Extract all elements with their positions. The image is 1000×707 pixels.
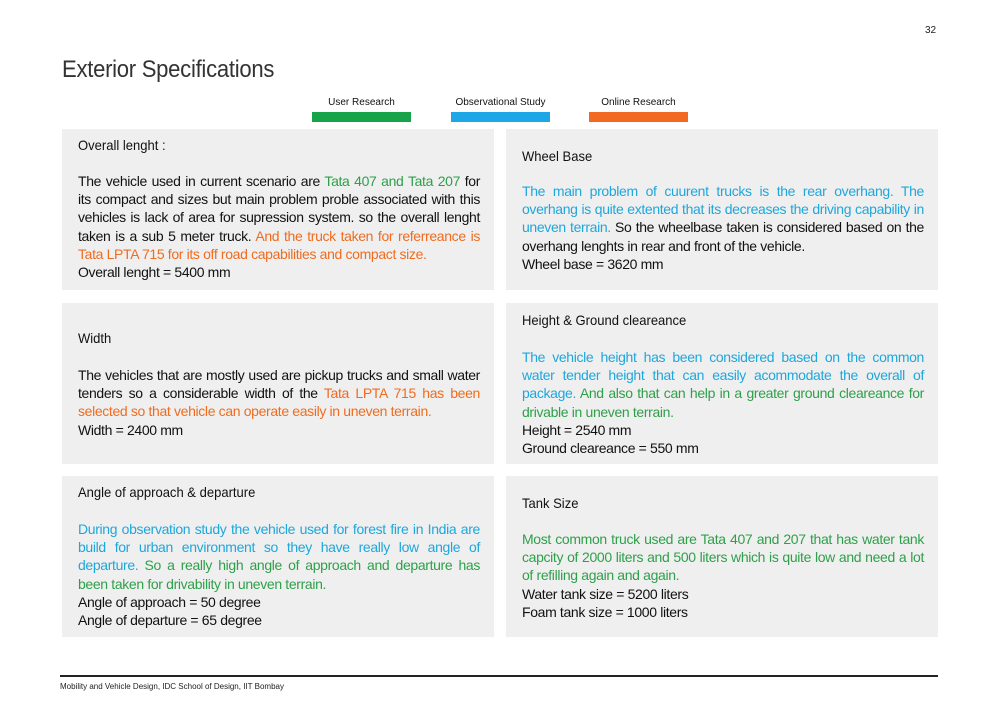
card-overall-length: [62, 129, 494, 290]
text-run-observational-study: The vehicle height has been considered based on the common water tender height that can easily acommodate the overall of package.: [522, 349, 924, 402]
spec-line: Ground cleareance = 550 mm: [522, 440, 699, 457]
legend-label: Online Research: [601, 97, 676, 108]
text-run-online-research: Tata LPTA 715 has been selected so that vehicle can operate easily in uneven terrain.: [78, 385, 480, 420]
text-run-user-research: And also that can help in a greater ground cleareance for drivable in uneven terrain.: [522, 385, 924, 420]
card-title: Tank Size: [522, 495, 579, 511]
text-run: So the wheelbase taken is considered based on the overhang lenghts in rear and front of the vehicle.: [522, 219, 924, 254]
spec-line: Overall lenght = 5400 mm: [78, 264, 231, 281]
legend-swatch-green: [312, 112, 411, 122]
card-wheel-base: [506, 129, 938, 290]
text-run-user-research: Tata 407 and Tata 207: [324, 173, 461, 189]
text-run-observational-study: During observation study the vehicle used for forest fire in India are build for urban environment so they have really low angle of departure.: [78, 521, 480, 574]
card-title: Angle of approach & departure: [78, 484, 256, 500]
text-run-user-research: Most common truck used are Tata 407 and 207 that has water tank capcity of 2000 liters and 500 liters which is quite low and need a lot of refilling again and again.: [522, 531, 924, 584]
text-run-observational-study: The main problem of cuurent trucks is the rear overhang. The overhang is quite extented that its decreases the driving capability in uneven terrain.: [522, 183, 924, 236]
spec-line: Foam tank size = 1000 liters: [522, 603, 688, 620]
text-run: The vehicle used in current scenario are: [78, 173, 325, 189]
legend-swatch-orange: [589, 112, 688, 122]
card-title: Width: [78, 330, 112, 346]
card-title: Height & Ground cleareance: [522, 312, 687, 328]
legend-user-research: [312, 96, 411, 122]
text-run: for its compact and sizes but main problem proble associated with this vehicles is lack of area for supression system. so the overall lenght taken is a sub 5 meter truck.: [78, 173, 481, 244]
spec-line: Height = 2540 mm: [522, 421, 632, 438]
card-body: [78, 366, 480, 439]
legend-online-research: [589, 96, 688, 122]
legend-swatch-blue: [451, 112, 550, 122]
card-title: Overall lenght :: [78, 137, 166, 153]
card-body: [522, 182, 924, 273]
spec-line: Width = 2400 mm: [78, 421, 183, 438]
spec-line: Wheel base = 3620 mm: [522, 255, 664, 272]
legend-label: User Research: [328, 97, 395, 108]
footer-credit: Mobility and Vehicle Design, IDC School of Design, IIT Bombay: [60, 682, 284, 691]
card-body: [78, 520, 480, 629]
card-angle-approach-departure: [62, 476, 494, 637]
card-body: [522, 530, 924, 621]
card-body: [522, 348, 924, 457]
spec-line: Angle of departure = 65 degree: [78, 612, 262, 629]
footer-divider: [60, 675, 938, 677]
card-height-ground-clearance: [506, 303, 938, 464]
card-title: Wheel Base: [522, 148, 593, 164]
card-body: [78, 172, 480, 281]
card-tank-size: [506, 476, 938, 637]
spec-line: Water tank size = 5200 liters: [522, 585, 689, 602]
text-run-online-research: And the truck taken for referreance is Tata LPTA 715 for its off road capabilities and compact size.: [78, 227, 480, 262]
page-number: 32: [925, 25, 937, 36]
legend-observational-study: [451, 96, 550, 122]
spec-line: Angle of approach = 50 degree: [78, 593, 261, 610]
text-run-user-research: So a really high angle of approach and departure has been taken for drivability in uneven terrain.: [78, 557, 480, 592]
text-run: The vehicles that are mostly used are pickup trucks and small water tenders so a considerable width of the: [78, 367, 480, 402]
legend-label: Observational Study: [455, 97, 546, 108]
card-width: [62, 303, 494, 464]
page-title: Exterior Specifications: [62, 56, 275, 83]
